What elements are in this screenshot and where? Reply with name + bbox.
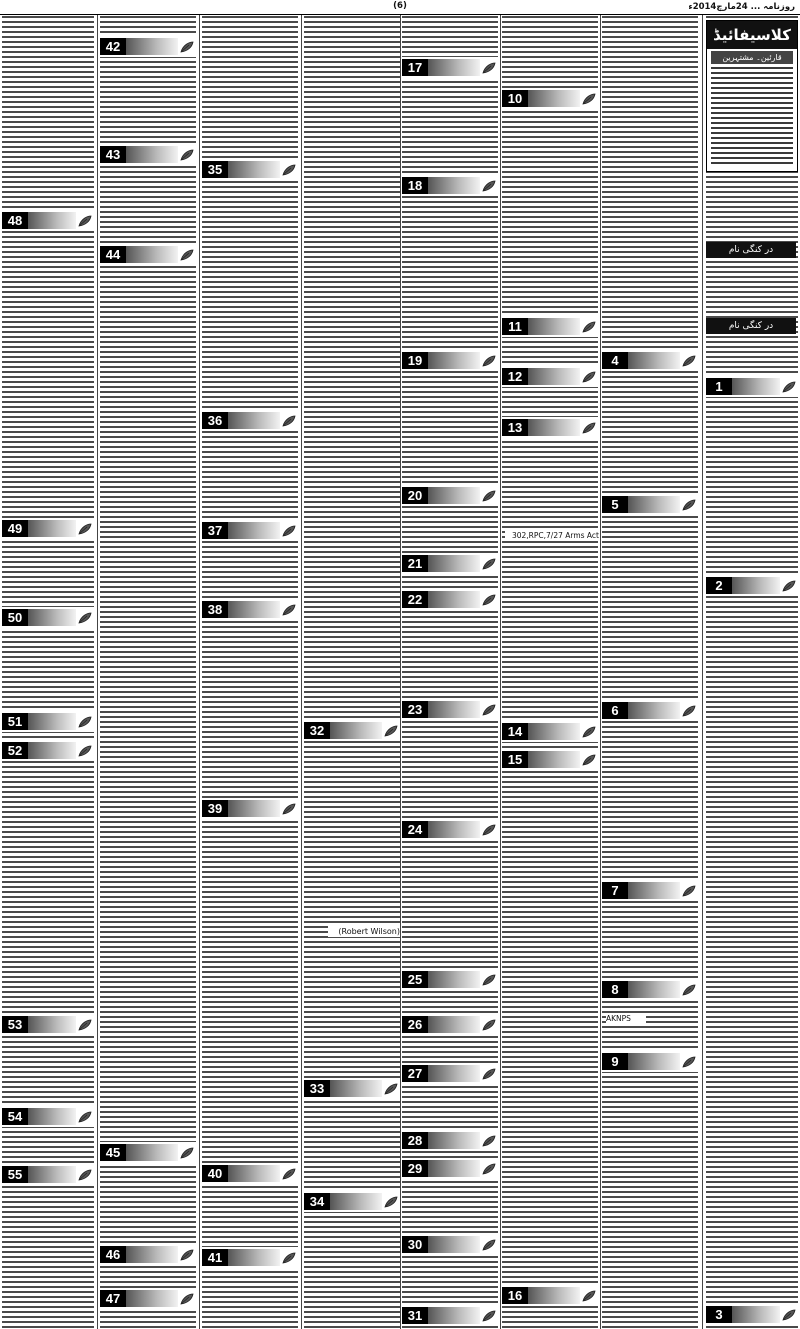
leaf-ornament-icon bbox=[482, 704, 496, 716]
ad-number: 14 bbox=[502, 723, 528, 740]
ad-number: 32 bbox=[304, 722, 330, 739]
ad-header-bar bbox=[428, 177, 480, 194]
ad-number: 28 bbox=[402, 1132, 428, 1149]
ad-header-bar bbox=[428, 591, 480, 608]
leaf-ornament-icon bbox=[482, 1135, 496, 1147]
ad-number: 47 bbox=[100, 1290, 126, 1307]
name-change-heading: در کنگی نام bbox=[706, 318, 796, 334]
ad-header-bar bbox=[428, 821, 480, 838]
ad-header-bar bbox=[126, 38, 178, 55]
ad-header-bar bbox=[628, 702, 680, 719]
ad-header-bar bbox=[28, 1166, 76, 1183]
ad-number: 45 bbox=[100, 1144, 126, 1161]
ad-header-bar bbox=[628, 1053, 680, 1070]
inline-english-text: AKNPS bbox=[606, 1013, 646, 1024]
ad-header-bar bbox=[428, 971, 480, 988]
ad-header-bar bbox=[428, 1132, 480, 1149]
leaf-ornament-icon bbox=[282, 1168, 296, 1180]
ad-number: 46 bbox=[100, 1246, 126, 1263]
leaf-ornament-icon bbox=[682, 885, 696, 897]
leaf-ornament-icon bbox=[78, 716, 92, 728]
leaf-ornament-icon bbox=[78, 523, 92, 535]
ad-header-bar bbox=[28, 212, 76, 229]
ad-number: 36 bbox=[202, 412, 228, 429]
leaf-ornament-icon bbox=[482, 594, 496, 606]
leaf-ornament-icon bbox=[482, 1068, 496, 1080]
ad-header-bar bbox=[28, 1108, 76, 1125]
ad-number: 27 bbox=[402, 1065, 428, 1082]
ad-number: 22 bbox=[402, 591, 428, 608]
ad-number: 43 bbox=[100, 146, 126, 163]
leaf-ornament-icon bbox=[782, 381, 796, 393]
ad-number: 17 bbox=[402, 59, 428, 76]
leaf-ornament-icon bbox=[180, 1293, 194, 1305]
leaf-ornament-icon bbox=[180, 249, 194, 261]
ad-number: 44 bbox=[100, 246, 126, 263]
leaf-ornament-icon bbox=[582, 726, 596, 738]
ad-number: 23 bbox=[402, 701, 428, 718]
leaf-ornament-icon bbox=[482, 490, 496, 502]
classified-subtitle: قارئین۔ مشتہرین bbox=[711, 51, 793, 64]
ad-header-bar bbox=[228, 800, 280, 817]
leaf-ornament-icon bbox=[180, 149, 194, 161]
ad-header-bar bbox=[628, 496, 680, 513]
ad-header-bar bbox=[126, 1246, 178, 1263]
name-change-heading: در کنگی نام bbox=[706, 242, 796, 258]
column-8 bbox=[706, 16, 798, 1328]
ad-header-bar bbox=[228, 1165, 280, 1182]
ad-header-bar bbox=[330, 1080, 382, 1097]
ad-header-bar bbox=[428, 59, 480, 76]
ad-number: 51 bbox=[2, 713, 28, 730]
leaf-ornament-icon bbox=[582, 1290, 596, 1302]
ad-number: 16 bbox=[502, 1287, 528, 1304]
column-6 bbox=[502, 16, 598, 1328]
leaf-ornament-icon bbox=[78, 1019, 92, 1031]
leaf-ornament-icon bbox=[384, 1196, 398, 1208]
leaf-ornament-icon bbox=[282, 525, 296, 537]
dateline: روزنامہ ... 24مارچ2014ء bbox=[688, 2, 795, 12]
ad-number: 11 bbox=[502, 318, 528, 335]
ad-number: 31 bbox=[402, 1307, 428, 1324]
leaf-ornament-icon bbox=[482, 355, 496, 367]
ad-number: 52 bbox=[2, 742, 28, 759]
leaf-ornament-icon bbox=[78, 1169, 92, 1181]
ad-number: 40 bbox=[202, 1165, 228, 1182]
leaf-ornament-icon bbox=[482, 558, 496, 570]
ad-header-bar bbox=[428, 487, 480, 504]
leaf-ornament-icon bbox=[384, 725, 398, 737]
ad-header-bar bbox=[228, 522, 280, 539]
leaf-ornament-icon bbox=[682, 1056, 696, 1068]
ad-number: 29 bbox=[402, 1160, 428, 1177]
ad-number: 4 bbox=[602, 352, 628, 369]
leaf-ornament-icon bbox=[482, 180, 496, 192]
ad-header-bar bbox=[28, 742, 76, 759]
ad-header-bar bbox=[428, 1016, 480, 1033]
ad-number: 1 bbox=[706, 378, 732, 395]
ad-number: 30 bbox=[402, 1236, 428, 1253]
ad-number: 26 bbox=[402, 1016, 428, 1033]
leaf-ornament-icon bbox=[582, 371, 596, 383]
ad-number: 5 bbox=[602, 496, 628, 513]
ad-number: 9 bbox=[602, 1053, 628, 1070]
ad-header-bar bbox=[126, 1290, 178, 1307]
ad-number: 53 bbox=[2, 1016, 28, 1033]
leaf-ornament-icon bbox=[78, 215, 92, 227]
ad-number: 25 bbox=[402, 971, 428, 988]
ad-number: 41 bbox=[202, 1249, 228, 1266]
ad-header-bar bbox=[732, 378, 780, 395]
leaf-ornament-icon bbox=[682, 355, 696, 367]
inline-english-text: (Robert Wilson) bbox=[328, 926, 400, 937]
ad-header-bar bbox=[428, 1307, 480, 1324]
ad-header-bar bbox=[628, 981, 680, 998]
ad-header-bar bbox=[528, 318, 580, 335]
leaf-ornament-icon bbox=[682, 499, 696, 511]
ad-header-bar bbox=[528, 90, 580, 107]
ad-header-bar bbox=[428, 1160, 480, 1177]
ad-number: 42 bbox=[100, 38, 126, 55]
ad-header-bar bbox=[428, 352, 480, 369]
leaf-ornament-icon bbox=[582, 422, 596, 434]
ad-number: 21 bbox=[402, 555, 428, 572]
ad-header-bar bbox=[628, 882, 680, 899]
ad-header-bar bbox=[228, 161, 280, 178]
ad-number: 49 bbox=[2, 520, 28, 537]
ad-header-bar bbox=[528, 1287, 580, 1304]
ad-header-bar bbox=[28, 609, 76, 626]
leaf-ornament-icon bbox=[482, 62, 496, 74]
ad-number: 8 bbox=[602, 981, 628, 998]
ad-header-bar bbox=[528, 368, 580, 385]
leaf-ornament-icon bbox=[482, 1019, 496, 1031]
ad-header-bar bbox=[228, 1249, 280, 1266]
leaf-ornament-icon bbox=[282, 415, 296, 427]
leaf-ornament-icon bbox=[180, 1249, 194, 1261]
ad-header-bar bbox=[330, 1193, 382, 1210]
ad-number: 12 bbox=[502, 368, 528, 385]
leaf-ornament-icon bbox=[78, 612, 92, 624]
classified-body bbox=[711, 67, 793, 165]
ad-number: 6 bbox=[602, 702, 628, 719]
ad-header-bar bbox=[428, 1065, 480, 1082]
ad-header-bar bbox=[528, 751, 580, 768]
ad-header-bar bbox=[228, 412, 280, 429]
ad-number: 38 bbox=[202, 601, 228, 618]
ad-number: 19 bbox=[402, 352, 428, 369]
leaf-ornament-icon bbox=[482, 1310, 496, 1322]
ad-number: 50 bbox=[2, 609, 28, 626]
ad-number: 2 bbox=[706, 577, 732, 594]
leaf-ornament-icon bbox=[78, 1111, 92, 1123]
ad-number: 33 bbox=[304, 1080, 330, 1097]
ad-header-bar bbox=[628, 352, 680, 369]
ad-header-bar bbox=[28, 713, 76, 730]
ad-header-bar bbox=[228, 601, 280, 618]
ad-number: 13 bbox=[502, 419, 528, 436]
leaf-ornament-icon bbox=[482, 1239, 496, 1251]
leaf-ornament-icon bbox=[782, 1309, 796, 1321]
leaf-ornament-icon bbox=[78, 745, 92, 757]
leaf-ornament-icon bbox=[282, 1252, 296, 1264]
ad-header-bar bbox=[528, 723, 580, 740]
leaf-ornament-icon bbox=[582, 93, 596, 105]
ad-number: 20 bbox=[402, 487, 428, 504]
leaf-ornament-icon bbox=[482, 824, 496, 836]
ad-header-bar bbox=[428, 555, 480, 572]
ad-number: 48 bbox=[2, 212, 28, 229]
ad-header-bar bbox=[732, 1306, 780, 1323]
ad-header-bar bbox=[330, 722, 382, 739]
page-number: (6) bbox=[393, 1, 407, 11]
classified-panel bbox=[706, 20, 798, 172]
leaf-ornament-icon bbox=[482, 1163, 496, 1175]
column-2 bbox=[100, 16, 196, 1328]
ad-number: 55 bbox=[2, 1166, 28, 1183]
ad-header-bar bbox=[126, 146, 178, 163]
ad-header-bar bbox=[528, 419, 580, 436]
column-7 bbox=[602, 16, 698, 1328]
ad-header-bar bbox=[126, 1144, 178, 1161]
ad-number: 54 bbox=[2, 1108, 28, 1125]
leaf-ornament-icon bbox=[682, 984, 696, 996]
ad-number: 7 bbox=[602, 882, 628, 899]
ad-number: 15 bbox=[502, 751, 528, 768]
leaf-ornament-icon bbox=[582, 321, 596, 333]
ad-number: 34 bbox=[304, 1193, 330, 1210]
ad-header-bar bbox=[428, 1236, 480, 1253]
ad-number: 39 bbox=[202, 800, 228, 817]
ad-number: 10 bbox=[502, 90, 528, 107]
column-4 bbox=[304, 16, 400, 1328]
ad-number: 3 bbox=[706, 1306, 732, 1323]
column-3 bbox=[202, 16, 298, 1328]
leaf-ornament-icon bbox=[682, 705, 696, 717]
page-header bbox=[0, 0, 800, 15]
ad-number: 35 bbox=[202, 161, 228, 178]
ad-header-bar bbox=[428, 701, 480, 718]
leaf-ornament-icon bbox=[180, 41, 194, 53]
leaf-ornament-icon bbox=[782, 580, 796, 592]
leaf-ornament-icon bbox=[282, 803, 296, 815]
ad-header-bar bbox=[126, 246, 178, 263]
ad-header-bar bbox=[28, 1016, 76, 1033]
classified-title: کلاسیفائیڈ bbox=[707, 21, 797, 49]
leaf-ornament-icon bbox=[282, 604, 296, 616]
leaf-ornament-icon bbox=[582, 754, 596, 766]
leaf-ornament-icon bbox=[482, 974, 496, 986]
inline-english-text: 302,RPC,7/27 Arms Act bbox=[505, 530, 599, 541]
ad-number: 18 bbox=[402, 177, 428, 194]
leaf-ornament-icon bbox=[180, 1147, 194, 1159]
leaf-ornament-icon bbox=[282, 164, 296, 176]
ad-number: 37 bbox=[202, 522, 228, 539]
ad-header-bar bbox=[28, 520, 76, 537]
ad-number: 24 bbox=[402, 821, 428, 838]
ad-header-bar bbox=[732, 577, 780, 594]
leaf-ornament-icon bbox=[384, 1083, 398, 1095]
